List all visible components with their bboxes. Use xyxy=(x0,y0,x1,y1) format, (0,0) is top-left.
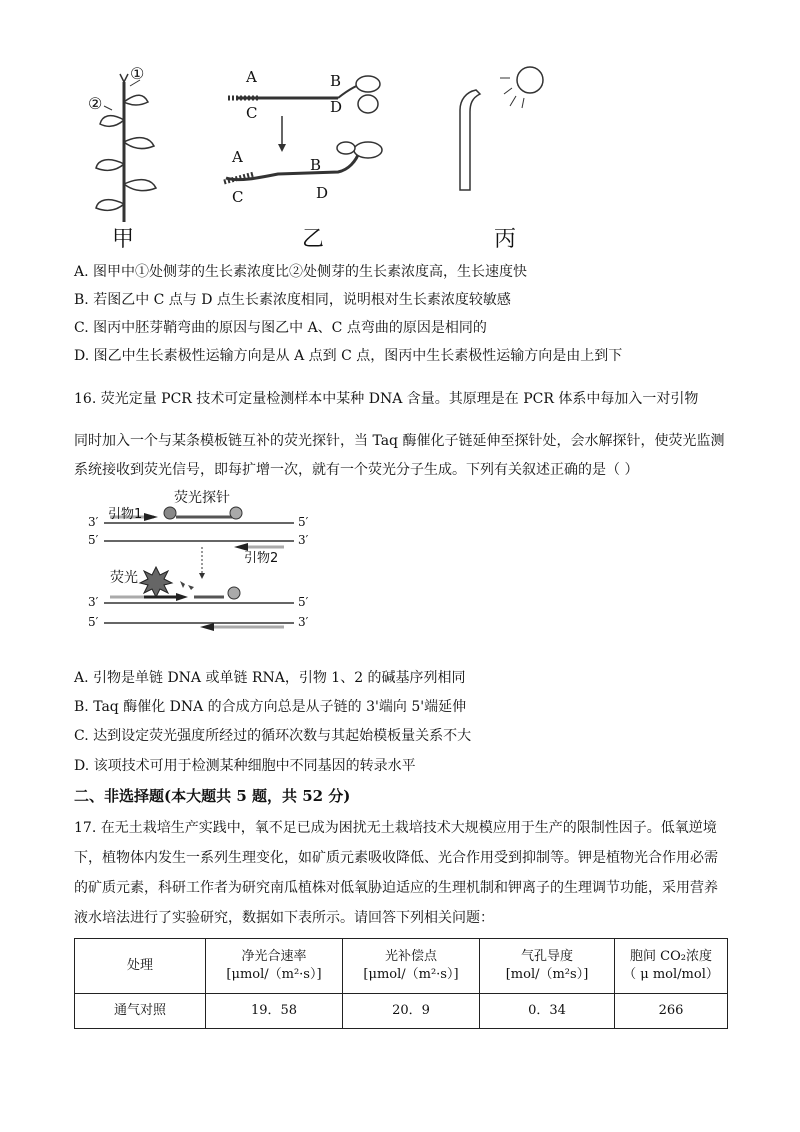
figure-bing-label: 丙 xyxy=(494,227,517,252)
q15-option-c: C. 图丙中胚芽鞘弯曲的原因与图乙中 A、C 点弯曲的原因是相同的 xyxy=(74,320,487,336)
table-header-cell: 胞间 CO₂浓度 （ μ mol/mol） xyxy=(615,939,728,994)
coleoptile-light-drawing xyxy=(450,62,560,202)
q17-stem-line-4: 液水培法进行了实验研究，数据如下表所示。请回答下列相关问题： xyxy=(74,910,494,926)
point-c-bottom: C xyxy=(232,188,244,206)
pcr-end-5-bottom: 5′ xyxy=(298,595,309,609)
section-2-title: 二、非选择题(本大题共 5 题，共 52 分) xyxy=(74,787,351,805)
pcr-end-3-mid: 3′ xyxy=(298,533,309,547)
pcr-end-5-base: 5′ xyxy=(88,615,99,629)
sun-icon xyxy=(517,67,543,93)
q16-stem-line-1: 16. 荧光定量 PCR 技术可定量检测样本中某种 DNA 含量。其原理是在 PCR 体系中每加入一对引物 xyxy=(74,391,699,407)
pcr-diagram xyxy=(84,485,324,635)
table-header-cell: 净光合速率 [μmol/（m²·s）] xyxy=(206,939,343,994)
q16-option-b: B. Taq 酶催化 DNA 的合成方向总是从子链的 3'端向 5'端延伸 xyxy=(74,699,467,715)
point-b-top: B xyxy=(330,72,342,90)
figure-bing xyxy=(450,62,560,202)
pcr-end-3-base: 3′ xyxy=(298,615,309,629)
point-b-bottom: B xyxy=(310,156,322,174)
seedling-drawing xyxy=(218,70,398,210)
q16-stem-line-2: 同时加入一个与某条模板链互补的荧光探针，当 Taq 酶催化子链延伸至探针处，会水解探针，使荧光监测 xyxy=(74,433,725,449)
table-cell: 0．34 xyxy=(480,994,615,1029)
q17-stem-line-2: 下，植物体内发生一系列生理变化，如矿质元素吸收降低、光合作用受到抑制等。钾是植物光合作用必需 xyxy=(74,850,718,866)
figure-yi-label: 乙 xyxy=(302,227,325,252)
q15-option-d: D. 图乙中生长素极性运输方向是从 A 点到 C 点，图丙中生长素极性运输方向是由上到下 xyxy=(74,348,623,364)
table-header-row xyxy=(75,939,728,994)
pcr-label-primer1: 引物1 xyxy=(108,507,143,522)
table-header-cell: 光补偿点 [μmol/（m²·s）] xyxy=(343,939,480,994)
q16-option-c: C. 达到设定荧光强度所经过的循环次数与其起始模板量关系不大 xyxy=(74,728,472,744)
table-cell: 266 xyxy=(615,994,728,1029)
pcr-end-5-mid: 5′ xyxy=(88,533,99,547)
point-a-top: A xyxy=(246,68,257,86)
q17-data-table xyxy=(74,938,728,1029)
point-d-top: D xyxy=(330,98,343,116)
table-cell: 20．9 xyxy=(343,994,480,1029)
pcr-end-3-bottom: 3′ xyxy=(88,595,99,609)
figure-jia-label: 甲 xyxy=(112,227,135,252)
q16-option-a: A. 引物是单链 DNA 或单链 RNA，引物 1、2 的碱基序列相同 xyxy=(74,670,466,686)
pcr-label-primer2: 引物2 xyxy=(244,551,279,566)
figure-yi xyxy=(218,70,398,210)
point-c-top: C xyxy=(246,104,258,122)
table-row xyxy=(75,994,728,1029)
point-a-bottom: A xyxy=(232,148,243,166)
pcr-end-3-top: 3′ xyxy=(88,515,99,529)
q17-stem-line-3: 的矿质元素，科研工作者为研究南瓜植株对低氧胁迫适应的生理机制和钾离子的生理调节功能，采用营养 xyxy=(74,880,718,896)
point-d-bottom: D xyxy=(316,184,329,202)
q17-stem-line-1: 17. 在无土栽培生产实践中，氧不足已成为困扰无土栽培技术大规模应用于生产的限制性因子。低氧逆境 xyxy=(74,820,717,836)
table-cell: 通气对照 xyxy=(75,994,206,1029)
table-header-cell: 气孔导度 [mol/（m²s）] xyxy=(480,939,615,994)
table-cell: 19．58 xyxy=(206,994,343,1029)
q15-option-a: A. 图甲中①处侧芽的生长素浓度比②处侧芽的生长素浓度高，生长速度快 xyxy=(74,264,528,280)
figure-jia xyxy=(82,64,172,222)
table-header-cell: 处理 xyxy=(75,939,206,994)
fluorescence-burst-icon xyxy=(140,567,172,597)
q16-option-d: D. 该项技术可用于检测某种细胞中不同基因的转录水平 xyxy=(74,758,416,774)
marker-2: ② xyxy=(88,94,103,113)
pcr-label-probe: 荧光探针 xyxy=(174,490,230,506)
q15-option-b: B. 若图乙中 C 点与 D 点生长素浓度相同，说明根对生长素浓度较敏感 xyxy=(74,292,511,308)
q16-stem-line-3: 系统接收到荧光信号，即每扩增一次，就有一个荧光分子生成。下列有关叙述正确的是（ ） xyxy=(74,462,639,478)
pcr-end-5-top: 5′ xyxy=(298,515,309,529)
pcr-label-fluorescence: 荧光 xyxy=(110,570,138,586)
marker-1: ① xyxy=(130,64,145,83)
